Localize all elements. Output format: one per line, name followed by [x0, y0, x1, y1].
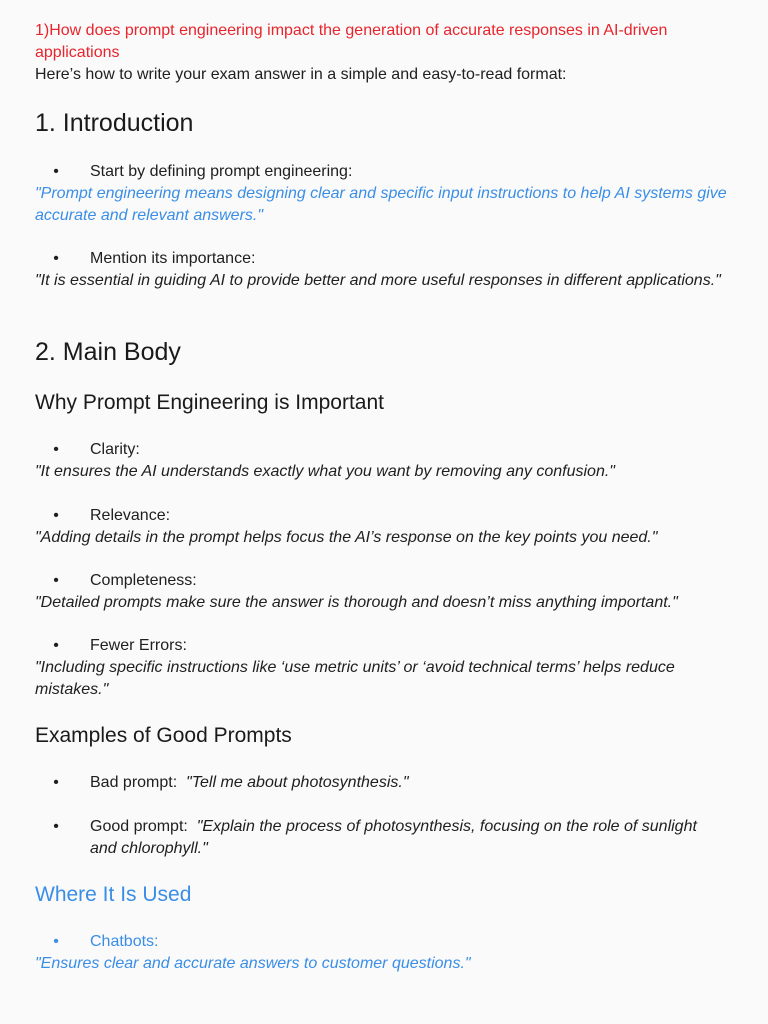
item-term: prompt engineering [210, 163, 348, 180]
item-term: Relevance [90, 507, 166, 524]
item-term: Completeness [90, 572, 193, 589]
heading-why-important: Why Prompt Engineering is Important [35, 391, 384, 414]
bad-prompt-label: Bad prompt: [90, 774, 178, 791]
quote-importance: "It is essential in guiding AI to provide better and more useful responses in different applications." [35, 272, 721, 289]
quote-clarity: "It ensures the AI understands exactly what you want by removing any confusion." [35, 463, 615, 480]
item-term: Fewer Errors [90, 637, 183, 654]
heading-introduction: 1. Introduction [35, 109, 194, 137]
bullet-icon: • [53, 572, 59, 589]
heading-examples: Examples of Good Prompts [35, 724, 292, 747]
item-prefix: Mention its importance: [90, 250, 256, 267]
item-suffix: : [347, 163, 353, 180]
item-suffix: : [192, 572, 197, 589]
item-prefix: Start by defining [90, 163, 211, 180]
question-title: 1)How does prompt engineering impact the generation of accurate responses in AI-driven applications [35, 22, 668, 61]
bullet-icon: • [53, 250, 59, 267]
item-suffix: : [135, 441, 140, 458]
good-prompt-label: Good prompt: [90, 818, 188, 835]
good-prompt-text: "Explain the process of photosynthesis, focusing on the role of sunlight and chlorophyll." [90, 818, 697, 857]
bad-prompt-text: "Tell me about photosynthesis." [186, 774, 409, 791]
heading-where-used: Where It Is Used [35, 883, 192, 906]
bullet-icon: • [53, 441, 59, 458]
quote-chatbots: "Ensures clear and accurate answers to customer questions." [35, 955, 471, 972]
intro-line: Here’s how to write your exam answer in a simple and easy-to-read format: [35, 66, 567, 83]
bullet-icon: • [53, 774, 59, 791]
bullet-icon: • [53, 507, 59, 524]
bullet-icon: • [53, 637, 59, 654]
quote-completeness: "Detailed prompts make sure the answer is thorough and doesn’t miss anything important." [35, 594, 678, 611]
item-term: Clarity [90, 441, 136, 458]
item-suffix: : [182, 637, 187, 654]
quote-fewer-errors: "Including specific instructions like ‘use metric units’ or ‘avoid technical terms’ helps reduce mistakes." [35, 659, 675, 698]
item-suffix: : [165, 507, 171, 524]
bullet-icon: • [53, 163, 59, 180]
quote-relevance: "Adding details in the prompt helps focus the AI’s response on the key points you need." [35, 529, 658, 546]
item-term: Chatbots [90, 933, 155, 950]
bullet-icon: • [53, 933, 59, 950]
good-prompt-block [90, 816, 710, 860]
quote-definition: "Prompt engineering means designing clear and specific input instructions to help AI systems give accurate and relevant answers." [35, 185, 727, 224]
bullet-icon: • [53, 818, 59, 835]
heading-main-body: 2. Main Body [35, 338, 181, 366]
item-suffix: : [154, 933, 159, 950]
